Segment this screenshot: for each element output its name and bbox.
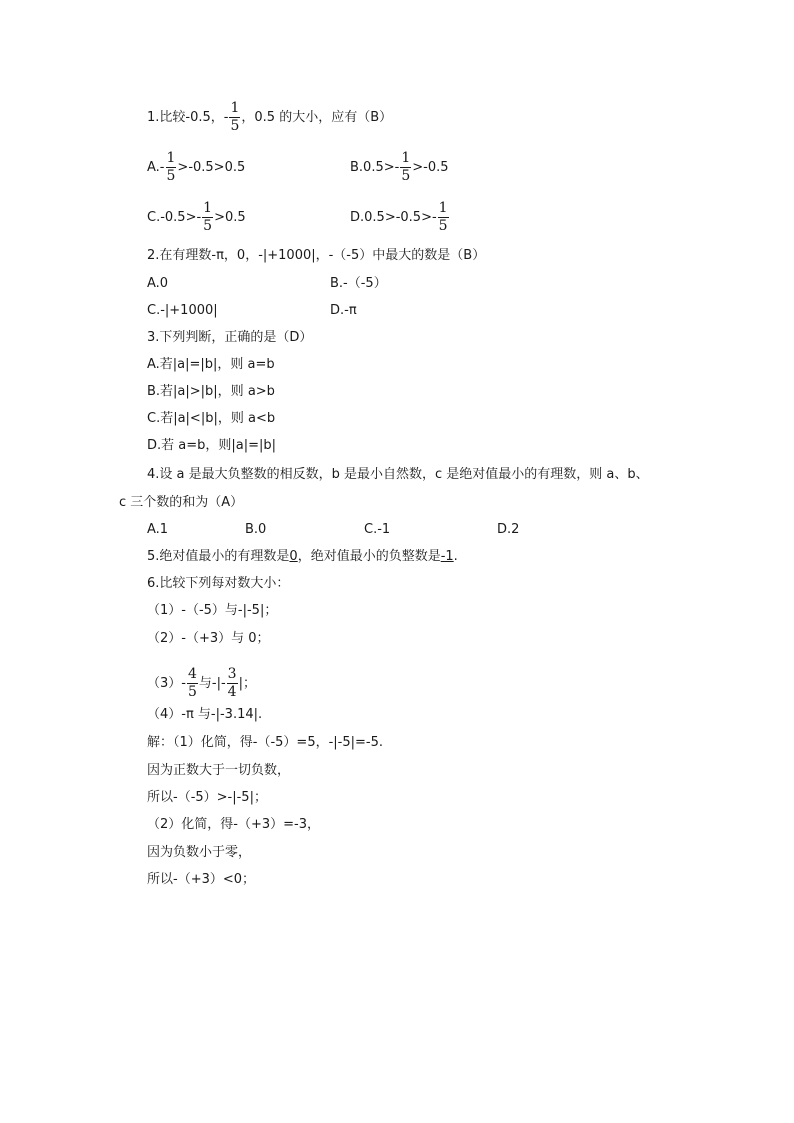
solution-line-3: 所以-（-5）>-|-5|；: [147, 790, 267, 805]
q4-option-c: C.-1: [364, 522, 391, 537]
q2-option-a: A.0: [147, 276, 169, 291]
q4-option-b: B.0: [245, 522, 267, 537]
q3-stem: 3.下列判断，正确的是（D）: [147, 330, 313, 345]
q2-option-c: C.-|+1000|: [147, 303, 218, 318]
part-text-2: 与-|-: [198, 676, 226, 691]
solution-line-4: （2）化简，得-（+3）=-3，: [147, 817, 320, 832]
q6-part-1: （1）-（-5）与-|-5|；: [147, 603, 278, 618]
fraction-denominator: 5: [438, 218, 448, 234]
option-text: A.-: [147, 160, 165, 175]
fraction-numerator: 1: [438, 200, 448, 216]
q1-option-d: [350, 200, 450, 235]
solution-line-5: 因为负数小于零，: [147, 845, 252, 860]
q5-answer-2: -1: [440, 549, 454, 564]
fraction-denominator: 5: [230, 118, 240, 134]
q6-part-3: [147, 666, 256, 701]
q2-option-b: B.-（-5）: [330, 276, 387, 291]
fraction-denominator: 5: [166, 168, 176, 184]
fraction: [187, 666, 198, 701]
q1-stem-text: 1.比较-0.5，-: [147, 110, 229, 125]
q5-line: [147, 548, 458, 566]
fraction-numerator: 1: [203, 200, 213, 216]
q1-stem-text-2: ，0.5 的大小，应有（B）: [241, 110, 393, 125]
q4-stem-line2: c 三个数的和为（A）: [119, 495, 244, 510]
fraction-denominator: 5: [401, 168, 411, 184]
q3-option-b: B.若|a|>|b|，则 a>b: [147, 384, 275, 399]
fraction-numerator: 1: [166, 150, 176, 166]
q1-option-c: [147, 200, 246, 235]
fraction-numerator: 3: [227, 666, 237, 682]
solution-line-1: 解：（1）化简，得-（-5）=5，-|-5|=-5.: [147, 735, 383, 750]
q2-stem: 2.在有理数-π，0，-|+1000|，-（-5）中最大的数是（B）: [147, 248, 486, 263]
q5-text-2: ，绝对值最小的负整数是: [297, 549, 441, 564]
q6-part-2: （2）-（+3）与 0；: [147, 631, 270, 646]
fraction-denominator: 5: [187, 684, 197, 700]
fraction-denominator: 5: [203, 218, 213, 234]
fraction: [400, 150, 411, 185]
option-text-2: >-0.5>0.5: [177, 160, 246, 175]
q3-option-c: C.若|a|<|b|，则 a<b: [147, 411, 276, 426]
q3-option-d: D.若 a=b，则|a|=|b|: [147, 438, 277, 453]
q4-stem-line1: 4.设 a 是最大负整数的相反数，b 是最小自然数，c 是绝对值最小的有理数，则 a、b、: [147, 467, 649, 482]
fraction: [229, 100, 240, 135]
fraction: [227, 666, 238, 701]
q6-part-4: （4）-π 与-|-3.14|.: [147, 707, 263, 722]
fraction: [438, 200, 449, 235]
option-text: C.-0.5>-: [147, 210, 202, 225]
q1-option-a: [147, 150, 245, 185]
solution-line-6: 所以-（+3）<0；: [147, 872, 256, 887]
q5-text-3: .: [453, 549, 458, 564]
part-text: （3）-: [147, 676, 186, 691]
fraction-numerator: 1: [230, 100, 240, 116]
q5-text: 5.绝对值最小的有理数是: [147, 549, 290, 564]
q3-option-a: A.若|a|=|b|，则 a=b: [147, 357, 275, 372]
solution-line-2: 因为正数大于一切负数，: [147, 763, 291, 778]
q4-option-a: A.1: [147, 522, 169, 537]
option-text-2: >0.5: [214, 210, 246, 225]
fraction-numerator: 1: [401, 150, 411, 166]
option-text-2: >-0.5: [412, 160, 449, 175]
part-text-3: |；: [238, 676, 256, 691]
fraction: [202, 200, 213, 235]
q6-stem: 6.比较下列每对数大小：: [147, 576, 290, 591]
option-text: B.0.5>-: [350, 160, 400, 175]
q1-option-b: [350, 150, 449, 185]
q5-answer-1: 0: [289, 549, 298, 564]
fraction-numerator: 4: [187, 666, 197, 682]
fraction: [166, 150, 177, 185]
option-text: D.0.5>-0.5>-: [350, 210, 437, 225]
q2-option-d: D.-π: [330, 303, 357, 318]
q1-stem: [147, 100, 392, 135]
q4-option-d: D.2: [497, 522, 520, 537]
fraction-denominator: 4: [227, 684, 237, 700]
